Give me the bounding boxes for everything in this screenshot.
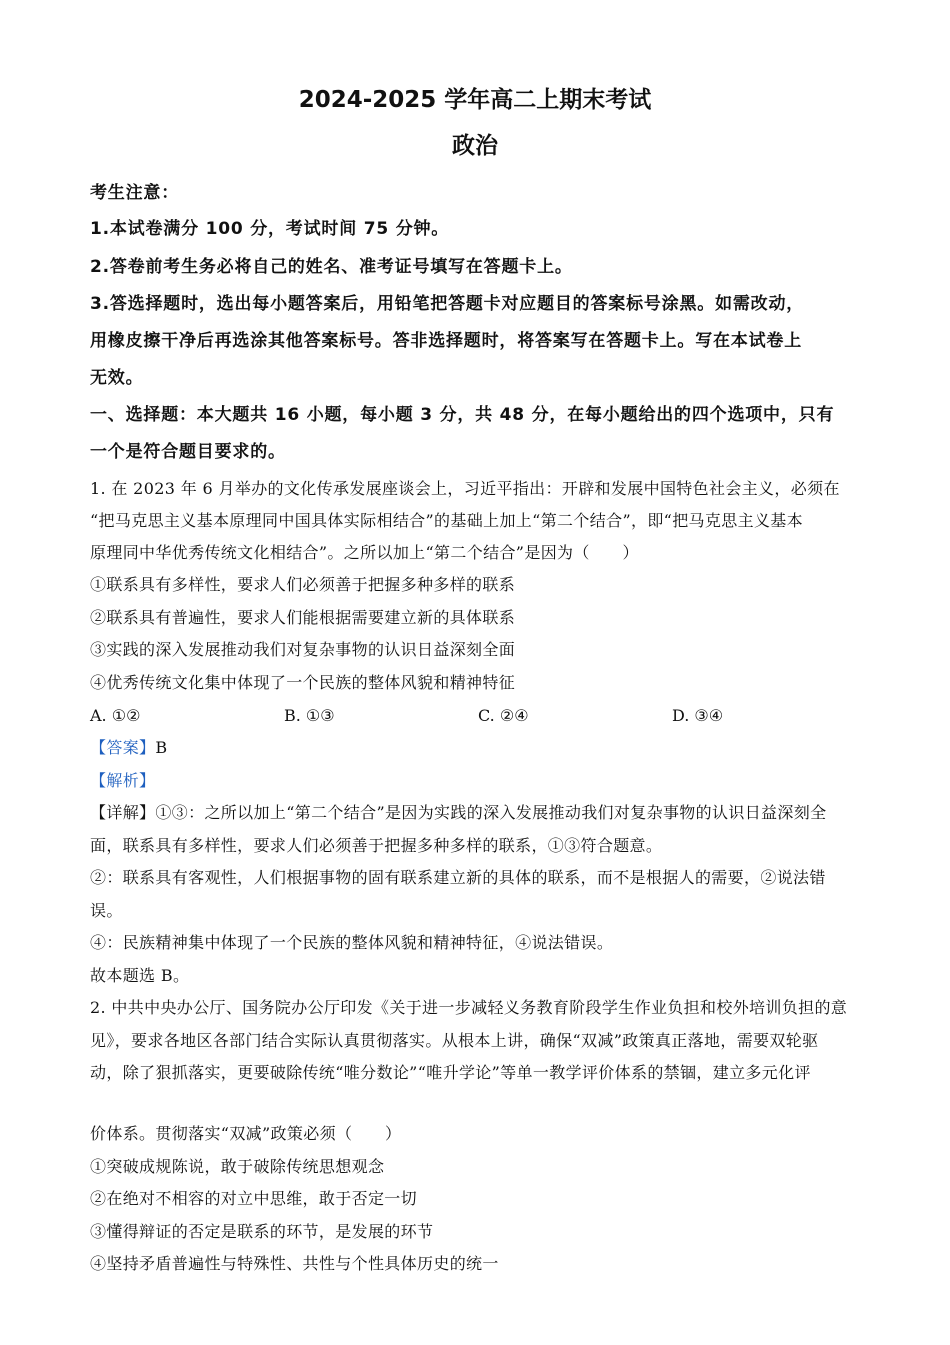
explanation-line: 面，联系具有多样性，要求人们必须善于把握多种多样的联系，①③符合题意。: [90, 836, 663, 855]
analysis-label: 【解析】: [90, 771, 156, 790]
notice-item: 2.答卷前考生务必将自己的姓名、准考证号填写在答题卡上。: [90, 257, 573, 277]
option-d: D. ③④: [672, 706, 724, 725]
question-stem: 原理同中华优秀传统文化相结合”。之所以加上“第二个结合”是因为（ ）: [90, 543, 639, 562]
section-heading: 一个是符合题目要求的。: [90, 442, 286, 462]
question-stem: 2. 中共中央办公厅、国务院办公厅印发《关于进一步减轻义务教育阶段学生作业负担和校外培训负担的意: [90, 998, 848, 1017]
explanation-line: 【详解】①③：之所以加上“第二个结合”是因为实践的深入发展推动我们对复杂事物的认识日益深刻全: [90, 803, 827, 822]
section-heading: 一、选择题：本大题共 16 小题，每小题 3 分，共 48 分，在每小题给出的四个选项中，只有: [90, 405, 835, 425]
notice-item: 3.答选择题时，选出每小题答案后，用铅笔把答题卡对应题目的答案标号涂黑。如需改动，: [90, 294, 805, 314]
statement-item: ①突破成规陈说，敢于破除传统思想观念: [90, 1157, 385, 1176]
notice-item: 无效。: [90, 368, 144, 388]
answer-label: 【答案】: [90, 738, 156, 757]
explanation-line: ④：民族精神集中体现了一个民族的整体风貌和精神特征，④说法错误。: [90, 933, 614, 952]
option-c: C. ②④: [478, 706, 529, 725]
answer-line: [90, 738, 168, 758]
explanation-line: 误。: [90, 901, 123, 920]
question-stem: 见》，要求各地区各部门结合实际认真贯彻落实。从根本上讲，确保“双减”政策真正落地，需要双轮驱: [90, 1031, 819, 1050]
statement-item: ③实践的深入发展推动我们对复杂事物的认识日益深刻全面: [90, 640, 516, 659]
question-stem: 1. 在 2023 年 6 月举办的文化传承发展座谈会上，习近平指出：开辟和发展中国特色社会主义，必须在: [90, 479, 840, 498]
statement-item: ③懂得辩证的否定是联系的环节，是发展的环节: [90, 1222, 434, 1241]
explanation-line: 故本题选 B。: [90, 966, 190, 985]
question-stem: 价体系。贯彻落实“双减”政策必须（ ）: [90, 1124, 402, 1143]
notice-item: 用橡皮擦干净后再选涂其他答案标号。答非选择题时，将答案写在答题卡上。写在本试卷上: [90, 331, 802, 351]
subject-title: 政治: [452, 133, 498, 159]
question-stem: 动，除了狠抓落实，更要破除传统“唯分数论”“唯升学论”等单一教学评价体系的禁锢，建立多元化评: [90, 1063, 811, 1082]
notice-item: 1.本试卷满分 100 分，考试时间 75 分钟。: [90, 219, 450, 239]
statement-item: ④坚持矛盾普遍性与特殊性、共性与个性具体历史的统一: [90, 1254, 499, 1273]
option-b: B. ①③: [284, 706, 335, 725]
statement-item: ②联系具有普遍性，要求人们能根据需要建立新的具体联系: [90, 608, 516, 627]
explanation-line: ②：联系具有客观性，人们根据事物的固有联系建立新的具体的联系，而不是根据人的需要，②说法错: [90, 868, 826, 887]
statement-item: ②在绝对不相容的对立中思维，敢于否定一切: [90, 1189, 418, 1208]
exam-title: 2024-2025 学年高二上期末考试: [298, 87, 652, 113]
statement-item: ④优秀传统文化集中体现了一个民族的整体风貌和精神特征: [90, 673, 516, 692]
statement-item: ①联系具有多样性，要求人们必须善于把握多种多样的联系: [90, 575, 516, 594]
answer-value: B: [155, 738, 168, 757]
question-stem: “把马克思主义基本原理同中国具体实际相结合”的基础上加上“第二个结合”，即“把马克思主义基本: [90, 511, 803, 530]
notice-heading: 考生注意：: [90, 183, 179, 203]
option-a: A. ①②: [90, 706, 141, 725]
